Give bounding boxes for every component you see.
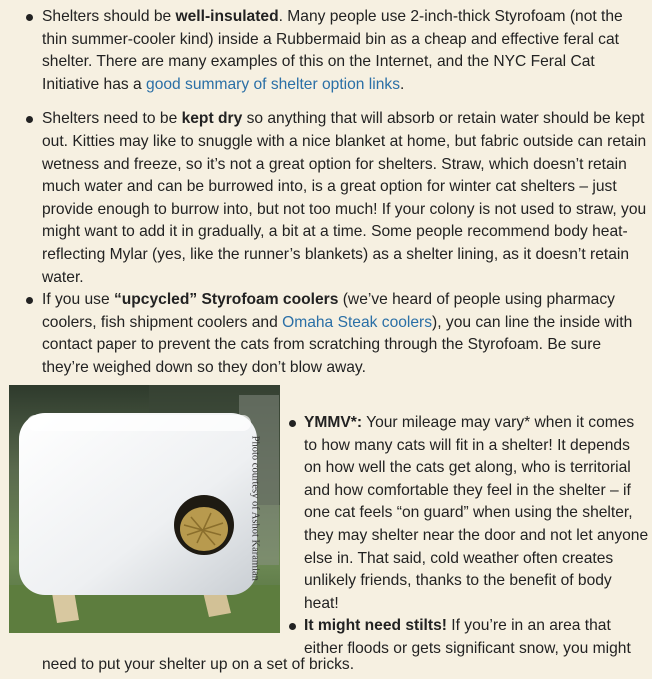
bullet-bold: kept dry [181, 110, 243, 128]
list-item-ymmv [280, 412, 652, 615]
cooler-shelter-photo [9, 385, 280, 633]
side-tips-list [280, 412, 652, 661]
list-item-insulation [0, 6, 652, 96]
bullet-bold: YMMV*: [304, 414, 363, 431]
photo-credit: Photo courtesy of Ashot Karamian [249, 435, 261, 581]
bullet-text: Your mileage may vary* when it comes to how many cats will fit in a shelter! It depends on how well the cats get along, who is territorial and how comfortable they feel in the shelter – if one cat feels “on guard” when using the shelter, they may shelter near the door and not let anyone else in. That said, cold weather often creates unlikely friends, thanks to the benefit of body heat! [304, 414, 649, 612]
bullet-text: . Many people use 2-inch-thick Styrofoam (not the thin summer-cooler kind) inside a Rubbermaid bin as a cheap and effective feral cat shelter. There are many examples of this on the Internet, and the NYC Feral Cat Initiative has a [42, 8, 623, 93]
bullet-text: (we’ve heard of people using pharmacy coolers, fish shipment coolers and [42, 291, 615, 331]
bullet-text: If you use [42, 291, 114, 309]
bullet-bold: It might need stilts! [304, 617, 447, 635]
bullet-text: Shelters need to be [42, 110, 182, 128]
bullet-bold: “upcycled” Styrofoam coolers [113, 291, 339, 309]
bullet-bold: well-insulated [175, 8, 279, 25]
shelter-options-link[interactable]: good summary of shelter option links [146, 75, 400, 93]
cooler-shelter-illustration [9, 385, 280, 633]
bullet-text: Shelters should be [42, 8, 176, 25]
shelter-tips-list [0, 6, 652, 380]
omaha-steak-link[interactable]: Omaha Steak coolers [282, 313, 433, 331]
list-item-keep-dry [0, 108, 652, 289]
bullet-text: If you’re in an area that either floods or gets significant snow, you might [304, 617, 631, 657]
continued-text: need to put your shelter up on a set of bricks. [42, 656, 355, 673]
bullet-text: ), you can line the inside with contact paper to prevent the cats from scratching through the Styrofoam. Be sure they’re weighed down so they don’t blow away. [42, 313, 633, 376]
bullet-text: so anything that will absorb or retain water should be kept out. Kitties may like to snuggle with a nice blanket at home, but fabric outside can retain wetness and freeze, so it’s not a great option for shelters. Straw, which doesn’t retain much water and can be burrowed into, is a great option for winter cat shelters – just provide enough to burrow into, but not too much! If your colony is not used to straw, you might want to add it in gradually, a bit at a time. Some people recommend body heat-reflecting Mylar (yes, like the runner’s blankets) as a shelter lining, as it doesn’t retain water. [42, 110, 647, 286]
bullet-text: . [400, 75, 405, 93]
list-item-upcycled-coolers [0, 289, 652, 379]
